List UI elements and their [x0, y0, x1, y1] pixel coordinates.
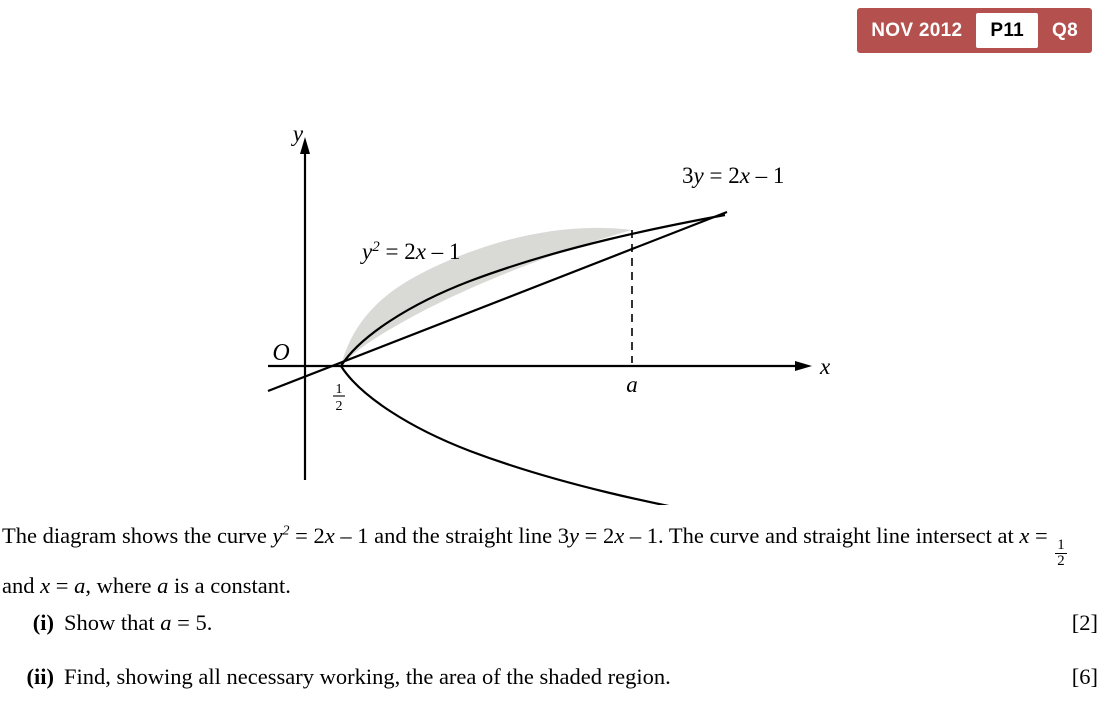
intro-curve-equation: $y^2 = 2x - 1$	[272, 523, 369, 548]
question-part-i-math: a = 5	[160, 610, 207, 635]
frac-numerator: 1	[1057, 537, 1065, 554]
line-straight	[268, 212, 727, 391]
graph-svg	[0, 55, 1100, 505]
intro-x-value-2: x = a	[40, 572, 86, 598]
y-axis-label: y	[292, 121, 304, 146]
svg-text:y2 = 2x – 1: $y^2 = 2x - 1$	[362, 239, 461, 264]
line-equation-label	[682, 163, 784, 188]
question-part-ii-marks: [6]	[1071, 664, 1098, 689]
curve-equation-label	[360, 239, 460, 264]
svg-text:2: 2	[335, 399, 343, 414]
exam-session-label: NOV 2012	[871, 19, 963, 41]
question-intro-paragraph	[2, 520, 1098, 602]
exam-paper-label: P11	[976, 13, 1038, 48]
origin-label: O	[272, 340, 290, 366]
intro-text-3: . The curve and straight line intersect at	[658, 523, 1020, 548]
question-part-ii	[2, 664, 1098, 690]
question-part-i-text-before: Show that	[64, 610, 161, 635]
x-axis-label: x	[820, 354, 831, 379]
intersection-label-a: a	[626, 372, 638, 397]
question-part-i-label: (i)	[32, 610, 54, 635]
intro-line-equation: 3y = 2x – 1	[557, 523, 658, 548]
intro-text-1: The diagram shows the curve	[2, 523, 273, 548]
intro-text-4: and	[2, 572, 41, 598]
exam-reference-tag	[857, 8, 1092, 53]
question-part-i-text-after: .	[206, 610, 213, 635]
frac-denominator: 2	[1057, 553, 1065, 570]
svg-text:1: 1	[335, 382, 343, 397]
intro-constant-a: a	[157, 572, 169, 598]
svg-text:3y = 2x – 1: 3y = 2x – 1	[682, 163, 785, 188]
exam-question-label: Q8	[1052, 19, 1078, 41]
question-parts-list	[2, 610, 1098, 718]
x-intercept-half-label	[333, 382, 345, 414]
question-part-ii-text: Find, showing all necessary working, the area of the shaded region.	[64, 664, 671, 689]
intro-x-value-1: x = $\frac{1}{2}$	[1019, 523, 1065, 570]
question-part-i	[2, 610, 1098, 636]
question-part-i-text	[64, 610, 1060, 636]
diagram-figure	[0, 55, 1100, 505]
question-part-ii-label: (ii)	[26, 664, 54, 689]
intro-text-6: is a constant.	[168, 572, 291, 598]
question-part-i-marks: [2]	[1071, 610, 1098, 635]
intro-text-2: and the straight line	[368, 523, 558, 548]
intro-text-5: , where	[85, 572, 158, 598]
x-axis-arrow	[795, 361, 812, 371]
